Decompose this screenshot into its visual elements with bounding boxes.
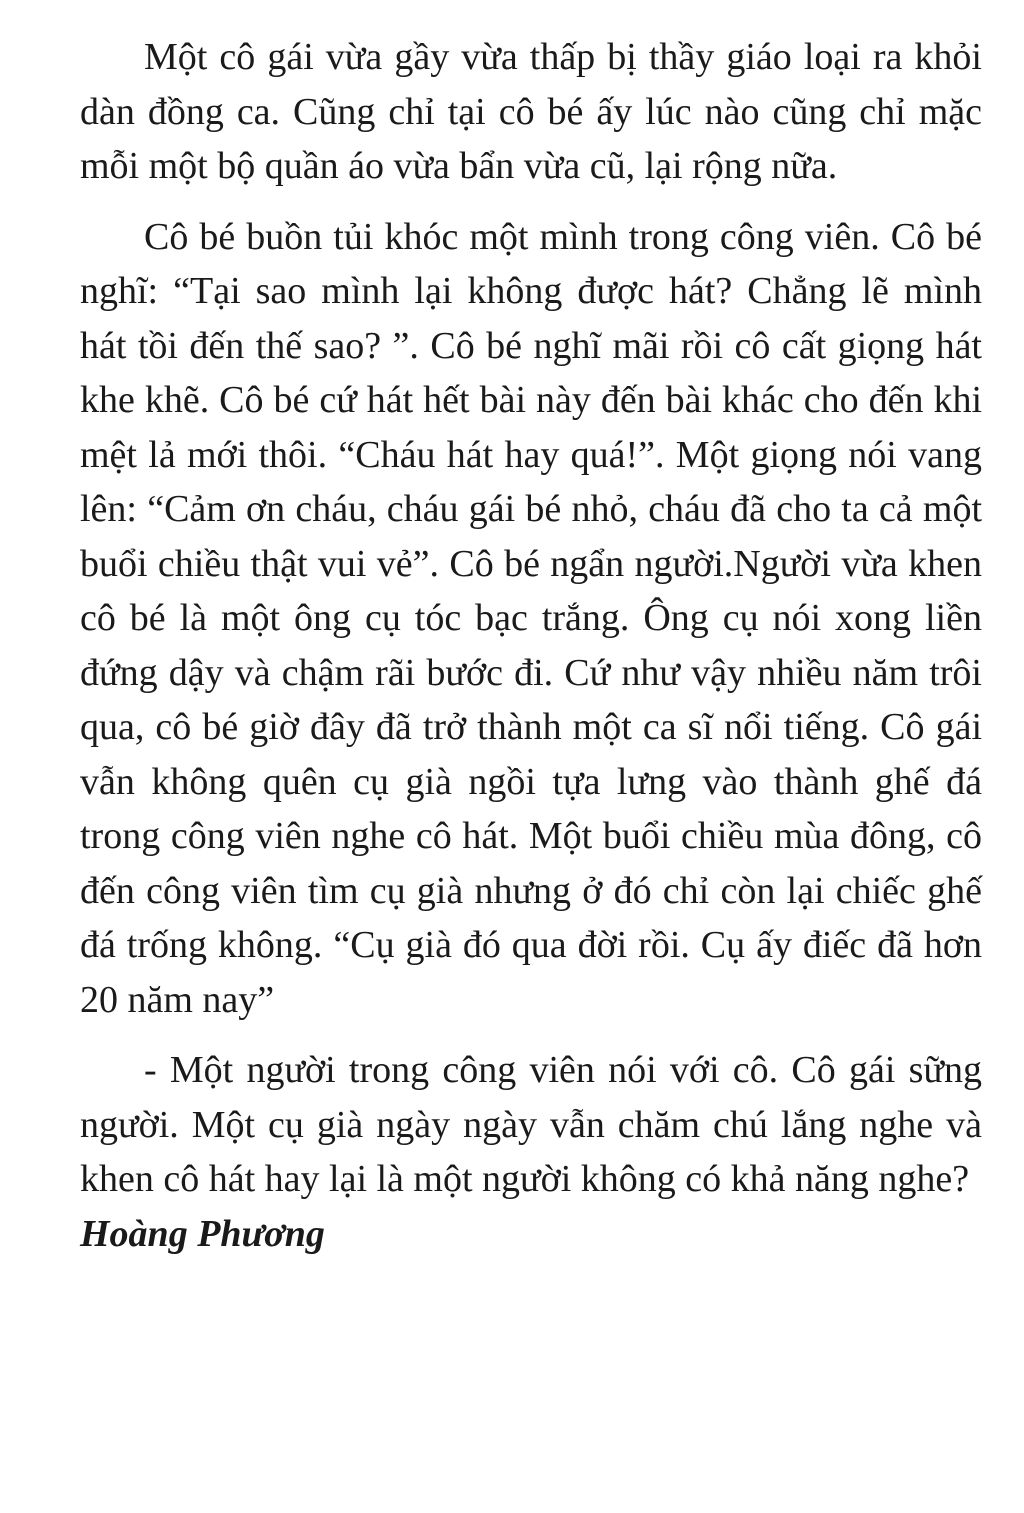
author-name: Hoàng Phương xyxy=(80,1212,325,1255)
story-page xyxy=(80,30,982,1261)
paragraph-3: - Một người trong công viên nói với cô. Cô gái sững người. Một cụ già ngày ngày vẫn chăm chú lắng nghe và khen cô hát hay lại là một người không có khả năng nghe? xyxy=(80,1049,982,1200)
paragraph-1: Một cô gái vừa gầy vừa thấp bị thầy giáo loại ra khỏi dàn đồng ca. Cũng chỉ tại cô bé ấy lúc nào cũng chỉ mặc mỗi một bộ quần áo vừa bẩn vừa cũ, lại rộng nữa. xyxy=(80,36,982,187)
paragraph-2: Cô bé buồn tủi khóc một mình trong công viên. Cô bé nghĩ: “Tại sao mình lại không được hát? Chẳng lẽ mình hát tồi đến thế sao? ”. Cô bé nghĩ mãi rồi cô cất giọng hát khe khẽ. Cô bé cứ hát hết bài này đến bài khác cho đến khi mệt lả mới thôi. “Cháu hát hay quá!”. Một giọng nói vang lên: “Cảm ơn cháu, cháu gái bé nhỏ, cháu đã cho ta cả một buổi chiều thật vui vẻ”. Cô bé ngẩn người.Người vừa khen cô bé là một ông cụ tóc bạc trắng. Ông cụ nói xong liền đứng dậy và chậm rãi bước đi. Cứ như vậy nhiều năm trôi qua, cô bé giờ đây đã trở thành một ca sĩ nổi tiếng. Cô gái vẫn không quên cụ già ngồi tựa lưng vào thành ghế đá trong công viên nghe cô hát. Một buổi chiều mùa đông, cô đến công viên tìm cụ già nhưng ở đó chỉ còn lại chiếc ghế đá trống không. “Cụ già đó qua đời rồi. Cụ ấy điếc đã hơn 20 năm nay” xyxy=(80,215,982,1021)
